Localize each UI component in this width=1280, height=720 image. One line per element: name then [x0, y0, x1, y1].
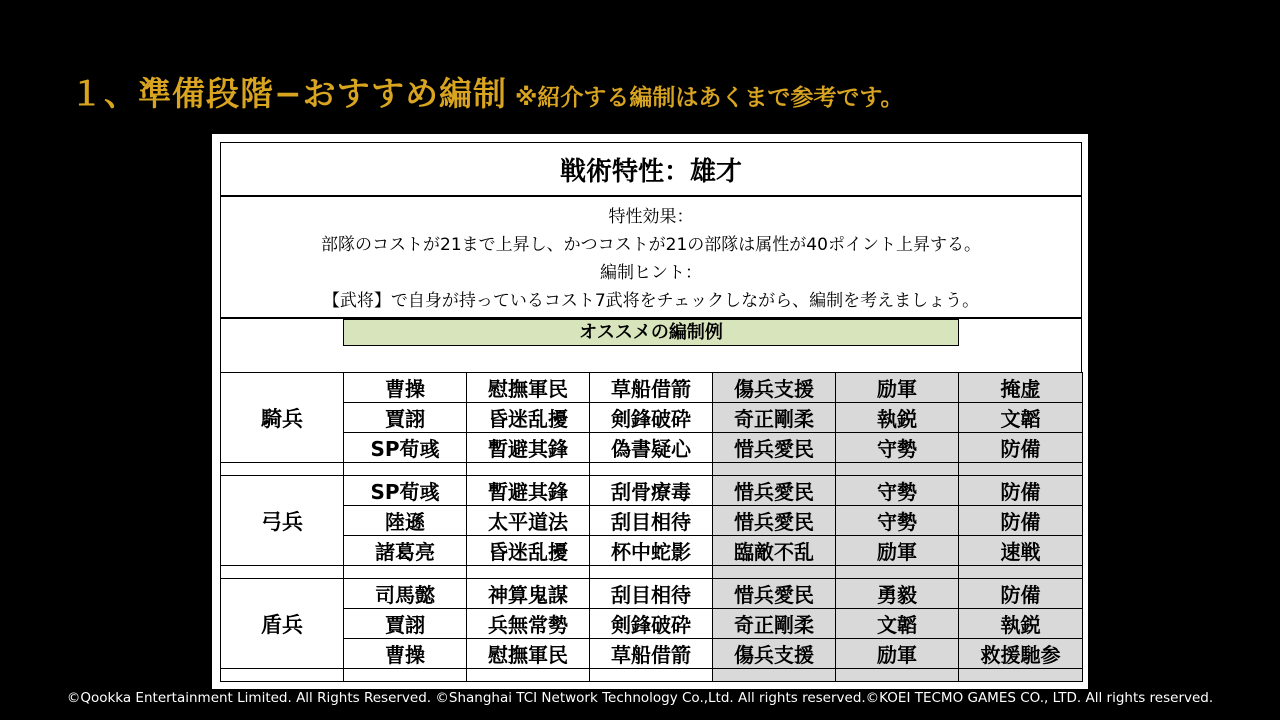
group-spacer-row: [221, 669, 1083, 682]
spacer-cell: [836, 566, 959, 579]
tactic-cell: 刮目相待: [590, 579, 713, 609]
spacer-cell: [344, 463, 467, 476]
spacer-cell: [590, 669, 713, 682]
gear-cell: 励軍: [836, 639, 959, 669]
gear-cell: 傷兵支援: [713, 373, 836, 403]
spacer-cell: [713, 669, 836, 682]
general-name-cell: 曹操: [344, 373, 467, 403]
tactic-cell: 慰撫軍民: [467, 373, 590, 403]
group-spacer-row: [221, 463, 1083, 476]
gear-cell: 励軍: [836, 536, 959, 566]
spacer-cell: [344, 669, 467, 682]
general-name-cell: 司馬懿: [344, 579, 467, 609]
gear-cell: 速戦: [959, 536, 1083, 566]
spacer-cell: [221, 566, 344, 579]
gear-cell: 守勢: [836, 433, 959, 463]
tactic-cell: 兵無常勢: [467, 609, 590, 639]
spacer-cell: [836, 463, 959, 476]
spacer-cell: [221, 463, 344, 476]
table-row: [221, 373, 1083, 403]
general-name-cell: 曹操: [344, 639, 467, 669]
gear-cell: 防備: [959, 433, 1083, 463]
formation-panel: [212, 134, 1088, 689]
tactic-cell: 刮目相待: [590, 506, 713, 536]
example-title: オススメの編制例: [343, 319, 959, 346]
hint-label: 編制ヒント：: [600, 263, 702, 283]
spacer-cell: [467, 669, 590, 682]
example-header-box: [220, 318, 1082, 373]
general-name-cell: 諸葛亮: [344, 536, 467, 566]
table-row: [221, 536, 1083, 566]
gear-cell: 励軍: [836, 373, 959, 403]
trait-effect-box: [220, 196, 1082, 318]
gear-cell: 文韜: [959, 403, 1083, 433]
formation-table: [220, 372, 1083, 682]
gear-cell: 執鋭: [836, 403, 959, 433]
spacer-cell: [467, 566, 590, 579]
gear-cell: 防備: [959, 579, 1083, 609]
copyright-footer: ©Qookka Entertainment Limited. All Rights Reserved. ©Shanghai TCI Network Technology Co.,Ltd. All rights reserved.©KOEI TECMO GAMES CO., LTD. All rights reserved.: [66, 690, 1214, 706]
tactic-cell: 偽書疑心: [590, 433, 713, 463]
tactic-cell: 昏迷乱擾: [467, 536, 590, 566]
spacer-cell: [467, 463, 590, 476]
unit-type-label: 盾兵: [221, 579, 344, 669]
gear-cell: 臨敵不乱: [713, 536, 836, 566]
tactic-cell: 剣鋒破砕: [590, 609, 713, 639]
tactic-cell: 暫避其鋒: [467, 476, 590, 506]
tactic-cell: 杯中蛇影: [590, 536, 713, 566]
tactic-cell: 慰撫軍民: [467, 639, 590, 669]
general-name-cell: SP荀彧: [344, 476, 467, 506]
gear-cell: 文韜: [836, 609, 959, 639]
unit-type-label: 騎兵: [221, 373, 344, 463]
spacer-cell: [959, 463, 1083, 476]
spacer-cell: [590, 463, 713, 476]
tactic-cell: 刮骨療毒: [590, 476, 713, 506]
gear-cell: 惜兵愛民: [713, 433, 836, 463]
effect-label: 特性効果：: [608, 207, 694, 227]
heading-note: ※紹介する編制はあくまで参考です。: [514, 85, 904, 111]
effect-text: 部隊のコストが21まで上昇し、かつコストが21の部隊は属性が40ポイント上昇する。: [321, 235, 981, 255]
gear-cell: 救援馳参: [959, 639, 1083, 669]
group-spacer-row: [221, 566, 1083, 579]
tactic-cell: 太平道法: [467, 506, 590, 536]
gear-cell: 奇正剛柔: [713, 609, 836, 639]
spacer-cell: [959, 566, 1083, 579]
table-row: [221, 433, 1083, 463]
tactic-cell: 草船借箭: [590, 639, 713, 669]
gear-cell: 防備: [959, 506, 1083, 536]
gear-cell: 傷兵支援: [713, 639, 836, 669]
spacer-cell: [590, 566, 713, 579]
general-name-cell: 陸遜: [344, 506, 467, 536]
general-name-cell: 賈詡: [344, 403, 467, 433]
tactic-cell: 神算鬼謀: [467, 579, 590, 609]
table-row: [221, 579, 1083, 609]
gear-cell: 惜兵愛民: [713, 506, 836, 536]
gear-cell: 掩虚: [959, 373, 1083, 403]
gear-cell: 執鋭: [959, 609, 1083, 639]
table-row: [221, 476, 1083, 506]
gear-cell: 奇正剛柔: [713, 403, 836, 433]
general-name-cell: SP荀彧: [344, 433, 467, 463]
spacer-cell: [713, 566, 836, 579]
tactic-cell: 昏迷乱擾: [467, 403, 590, 433]
spacer-cell: [959, 669, 1083, 682]
heading-main: １、準備段階−おすすめ編制: [70, 74, 507, 113]
gear-cell: 惜兵愛民: [713, 476, 836, 506]
gear-cell: 勇毅: [836, 579, 959, 609]
tactic-cell: 草船借箭: [590, 373, 713, 403]
trait-title: 戦術特性：雄才: [220, 142, 1082, 196]
table-row: [221, 403, 1083, 433]
spacer-cell: [221, 669, 344, 682]
tactic-cell: 暫避其鋒: [467, 433, 590, 463]
gear-cell: 守勢: [836, 476, 959, 506]
unit-type-label: 弓兵: [221, 476, 344, 566]
gear-cell: 防備: [959, 476, 1083, 506]
table-row: [221, 639, 1083, 669]
general-name-cell: 賈詡: [344, 609, 467, 639]
tactic-cell: 剣鋒破砕: [590, 403, 713, 433]
spacer-cell: [713, 463, 836, 476]
gear-cell: 惜兵愛民: [713, 579, 836, 609]
hint-text: 【武将】で自身が持っているコスト7武将をチェックしながら、編制を考えましょう。: [322, 291, 980, 311]
spacer-cell: [836, 669, 959, 682]
table-row: [221, 506, 1083, 536]
gear-cell: 守勢: [836, 506, 959, 536]
page-heading: [70, 68, 904, 115]
spacer-cell: [344, 566, 467, 579]
table-row: [221, 609, 1083, 639]
